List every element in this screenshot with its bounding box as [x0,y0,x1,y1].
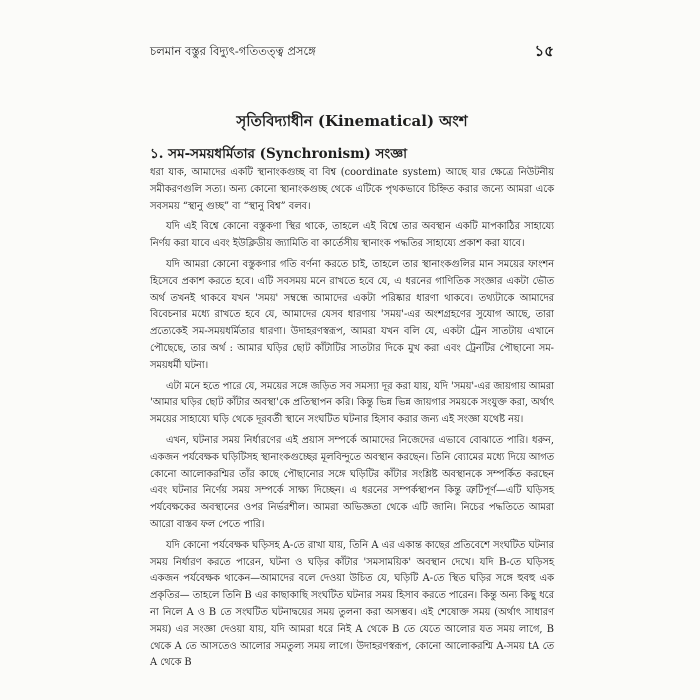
subsection-heading: ১. সম-সময়ধর্মিতার (Synchronism) সংজ্ঞা [150,146,408,162]
paragraph: ধরা যাক, আমাদের একটি স্থানাংকগুচ্ছ বা বিশ্ব (coordinate system) আছে যার ক্ষেত্রে নিউটনীয় সমীকরণগুলি সত্য। অন্য কোনো স্থানাংকগুচ্ছ থেকে এটিকে পৃথকভাবে চিহ্নিত করার জন্যে আমরা একে সবসময় “স্থানু গুচ্ছ” বা “স্থানু বিশ্ব” বলব। [150,167,554,212]
paragraph: যদি আমরা কোনো বস্তুকণার গতি বর্ণনা করতে চাই, তাহলে তার স্থানাংকগুলির মান সময়ের ফাংশন হিসেবে প্রকাশ করতে হবে। এটি সবসময় মনে রাখতে হবে যে, এ ধরনের গাণিতিক সংজ্ঞার একটা ভৌত অর্থ তখনই থাকবে যখন 'সময়' সম্বন্ধে আমাদের একটা পরিষ্কার ধারণা থাকবে। তথ্যটাকে আমাদের বিবেচনার মধ্যে রাখতে হবে যে, আমাদের যেসব ধারণায় 'সময়'-এর অংশগ্রহণের সুযোগ আছে, তারা প্রত্যেকেই সম-সময়ধর্মিতার ধারণা। উদাহরণস্বরূপ, আমরা যখন বলি যে, একটা ট্রেন সাতটায় এখানে পৌছেছে, তার অর্থ : আমার ঘড়ির ছোট কাঁটাটির সাতটার দিকে মুখ করা এবং ট্রেনটির পৌছানো সম-সময়ধর্মী ঘটনা। [150,258,554,371]
running-title: চলমান বস্তুর বিদ্যুৎ-গতিতত্ত্ব প্রসঙ্গে [150,44,316,58]
paragraph: যদি কোনো পর্যবেক্ষক ঘড়িসহ A-তে রাখা যায়, তিনি A এর একান্ত কাছের প্রতিবেশে সংঘটিত ঘটনার সময় নির্ধারণ করতে পারেন, ঘটনা ও ঘড়ির কাঁটার 'সমসাময়িক' অবস্থান দেখে। যদি B-তে ঘড়িসহ একজন পর্যবেক্ষক থাকেন—আমাদের বলে দেওয়া উচিত যে, ঘড়িটি A-তে স্থিত ঘড়ির সঙ্গে হুবহু এক প্রকৃতির— তাহলে তিনি B এর কাছাকাছি সংঘটিত ঘটনার সময় হিসাব করতে পারেন। কিন্তু অন্য কিছু ধরে না নিলে A ও B তে সংঘটিত ঘটনাদ্বয়ের সময় তুলনা করা অসম্ভব। এই শেষোক্ত সময় (অর্থাৎ সাধারণ সময়) এর সংজ্ঞা দেওয়া যায়, যদি আমরা ধরে নিই A থেকে B তে যেতে আলোর যত সময় লাগে, B থেকে A তে আসতেও আলোর সমতুল্য সময় লাগে। উদাহরণস্বরূপ, কোনো আলোকরশ্মি A-সময় tA তে A থেকে B [150,539,554,669]
paragraph: এখন, ঘটনার সময় নির্ধারণের এই প্রয়াস সম্পর্কে আমাদের নিজেদের এভাবে বোঝাতে পারি। ধরুন, একজন পর্যবেক্ষক ঘড়িটিসহ স্থানাংকগুচ্ছের মূলবিন্দুতে অবস্থান করছেন। তিনি ব্যোমের মধ্যে দিয়ে আগত কোনো আলোকরশ্মির তাঁর কাছে পৌছানোর সঙ্গে ঘড়িটির কাঁটার সংশ্লিষ্ট অবস্থানকে সম্পর্কিত করছেন এবং ঘটনার নির্ণেয় সময় সম্পর্কে সাক্ষ্য দিচ্ছেন। এ ধরনের সম্পর্কস্থাপন কিন্তু ত্রুটিপূর্ণ—এটি ঘড়িসহ পর্যবেক্ষকের অবস্থানের ওপর নির্ভরশীল। আমরা অভিজ্ঞতা থেকে এটি জানি। নিচের পদ্ধতিতে আমরা আরো বাস্তব ফল পেতে পারি। [150,434,554,530]
paragraph: যদি এই বিশ্বে কোনো বস্তুকণা স্থির থাকে, তাহলে এই বিশ্বে তার অবস্থান একটি মাপকাঠির সাহায্যে নির্ণয় করা যাবে এবং ইউক্লিডীয় জ্যামিতি বা কার্তেসীয় স্থানাংক পদ্ধতির সাহায্যে প্রকাশ করা যাবে। [150,221,554,250]
paragraph: এটা মনে হতে পারে যে, সময়ের সঙ্গে জড়িত সব সমস্যা দূর করা যায়, যদি 'সময়'-এর জায়গায় আমরা 'আমার ঘড়ির ছোট কাঁটার অবস্থা'কে প্রতিস্থাপন করি। কিন্তু ভিন্ন ভিন্ন জায়গার সময়কে সংযুক্ত করা, অর্থাৎ সময়ের সাহায্যে ঘড়ি থেকে দূরবর্তী স্থানে সংঘটিত ঘটনার হিসাব করার জন্য এই সংজ্ঞা যথেষ্ট নয়। [150,380,554,426]
section-heading: সৃতিবিদ্যাধীন (Kinematical) অংশ [236,112,468,130]
page-header [150,40,554,60]
body-text [150,165,554,672]
page-number: ১৫ [534,42,554,60]
